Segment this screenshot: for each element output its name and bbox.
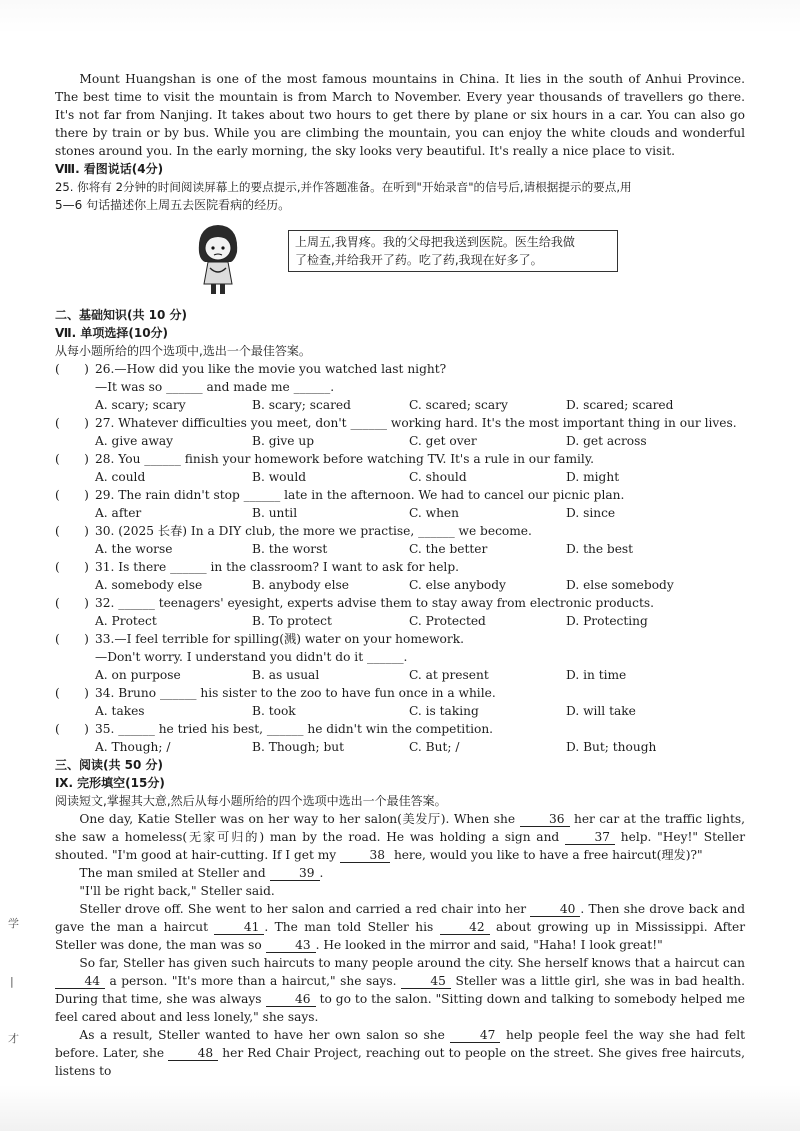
- answer-option[interactable]: B. until: [252, 506, 298, 520]
- cloze-blank-39[interactable]: 39: [270, 866, 320, 881]
- cloze-paragraph: "I'll be right back," Steller said.: [79, 884, 275, 898]
- cloze-blank-38[interactable]: 38: [340, 848, 390, 863]
- answer-option[interactable]: A. scary; scary: [95, 398, 186, 412]
- cloze-paragraph: [55, 864, 745, 882]
- question-text: 28. You ______ finish your homework before watching TV. It's a rule in our family.: [95, 452, 594, 466]
- question-stem: [55, 450, 745, 468]
- cloze-paragraph: [55, 954, 745, 1026]
- option-row: [55, 540, 745, 558]
- cloze-text: . He looked in the mirror and said, "Haha! I look great!": [315, 938, 663, 952]
- answer-option[interactable]: A. after: [95, 506, 142, 520]
- cloze-blank-41[interactable]: 41: [214, 920, 264, 935]
- answer-option[interactable]: B. took: [252, 704, 296, 718]
- multiple-choice-list: [55, 360, 745, 756]
- scan-edge-bottom: [0, 1085, 800, 1131]
- answer-option[interactable]: B. scary; scared: [252, 398, 351, 412]
- answer-option[interactable]: B. as usual: [252, 668, 320, 682]
- answer-option[interactable]: A. the worse: [95, 542, 173, 556]
- reading-heading: 三、阅读(共 50 分): [55, 758, 164, 772]
- answer-option[interactable]: D. get across: [566, 434, 647, 448]
- speaking-figure: [55, 218, 745, 300]
- cloze-text: to go to the salon. "Sitting down and talking to somebody helped me feel cared about and less lonely," she says.: [55, 992, 746, 1024]
- cloze-text: One day, Katie Steller was on her way to her salon(美发厅). When she: [79, 812, 516, 826]
- option-row: [55, 702, 745, 720]
- speaking-heading: Ⅷ. 看图说话(4分): [55, 162, 164, 176]
- cloze-text: her car at the traffic lights, she saw a homeless(无家可归的) man by the road. He was holding a sign and: [55, 812, 745, 844]
- cloze-text: . Then she drove back and gave the man a haircut: [55, 902, 746, 934]
- answer-option[interactable]: C. when: [409, 506, 459, 520]
- reading-passage: Mount Huangshan is one of the most famous mountains in China. It lies in the south of Anhui Province. The best time to visit the mountain is from March to November. Every year thousands of travellers go there. It's not far from Nanjing. It takes about two hours to get there by plane or six hours in a car. You can also go there by train or by bus. While you are climbing the mountain, you can enjoy the white clouds and wonderful stones around you. In the early morning, the sky looks very beautiful. It's really a nice place to visit.: [55, 72, 745, 158]
- answer-option[interactable]: D. scared; scared: [566, 398, 674, 412]
- answer-option[interactable]: A. Though; /: [95, 740, 171, 754]
- question-text: 30. (2025 长春) In a DIY club, the more we practise, ______ we become.: [95, 524, 532, 538]
- question-text: 29. The rain didn't stop ______ late in the afternoon. We had to cancel our picnic plan.: [95, 488, 625, 502]
- answer-option[interactable]: A. Protect: [95, 614, 157, 628]
- cloze-text: her Red Chair Project, reaching out to people on the street. She gives free haircuts, listens to: [55, 1046, 745, 1078]
- answer-option[interactable]: B. would: [252, 470, 307, 484]
- cloze-paragraph: [55, 900, 745, 954]
- answer-option[interactable]: D. But; though: [566, 740, 657, 754]
- cloze-text: here, would you like to have a free haircut(理发)?": [393, 848, 703, 862]
- margin-mark: 才: [8, 1032, 19, 1045]
- answer-option[interactable]: C. Protected: [409, 614, 486, 628]
- question-stem: [55, 720, 745, 738]
- cloze-text: As a result, Steller wanted to have her own salon so she: [79, 1028, 445, 1042]
- question-text: 35. ______ he tried his best, ______ he didn't win the competition.: [95, 722, 494, 736]
- question-stem: [55, 360, 745, 378]
- answer-option[interactable]: A. give away: [95, 434, 174, 448]
- cloze-blank-42[interactable]: 42: [440, 920, 490, 935]
- answer-paren[interactable]: ( ): [55, 362, 89, 376]
- speaking-note-line2: 了检查,并给我开了药。吃了药,我现在好多了。: [295, 253, 543, 267]
- scan-edge-top: [0, 0, 800, 34]
- cloze-text: .: [319, 866, 324, 880]
- answer-option[interactable]: A. takes: [95, 704, 145, 718]
- answer-option[interactable]: C. get over: [409, 434, 477, 448]
- option-row: [55, 738, 745, 756]
- answer-option[interactable]: D. else somebody: [566, 578, 674, 592]
- cloze-text: help. "Hey!" Steller shouted. "I'm good at hair-cutting. If I get my: [55, 830, 746, 862]
- answer-paren[interactable]: ( ): [55, 416, 89, 430]
- cloze-text: Steller was a little girl, she was in bad health. During that time, she was always: [55, 974, 746, 1006]
- answer-paren[interactable]: ( ): [55, 632, 89, 646]
- cloze-blank-44[interactable]: 44: [55, 974, 105, 989]
- cloze-text: . The man told Steller his: [264, 920, 434, 934]
- basics-heading: 二、基础知识(共 10 分): [55, 308, 188, 322]
- answer-option[interactable]: A. on purpose: [95, 668, 181, 682]
- answer-option[interactable]: A. somebody else: [95, 578, 203, 592]
- option-row: [55, 666, 745, 684]
- cloze-blank-43[interactable]: 43: [266, 938, 316, 953]
- question-stem: [55, 684, 745, 702]
- answer-paren[interactable]: ( ): [55, 560, 89, 574]
- cloze-blank-48[interactable]: 48: [168, 1046, 218, 1061]
- answer-paren[interactable]: ( ): [55, 596, 89, 610]
- cloze-blank-40[interactable]: 40: [530, 902, 580, 917]
- answer-option[interactable]: C. scared; scary: [409, 398, 508, 412]
- answer-option[interactable]: C. is taking: [409, 704, 479, 718]
- question-stem: [55, 558, 745, 576]
- cloze-blank-45[interactable]: 45: [401, 974, 451, 989]
- option-row: [55, 612, 745, 630]
- answer-option[interactable]: B. Though; but: [252, 740, 345, 754]
- question-stem: [55, 522, 745, 540]
- cloze-text: Steller drove off. She went to her salon and carried a red chair into her: [79, 902, 527, 916]
- question-25-line2: 5—6 句话描述你上周五去医院看病的经历。: [55, 198, 291, 212]
- speaking-note-line1: 上周五,我胃疼。我的父母把我送到医院。医生给我做: [295, 235, 575, 249]
- cloze-text: a person. "It's more than a haircut," she says.: [109, 974, 397, 988]
- answer-option[interactable]: B. anybody else: [252, 578, 349, 592]
- question-text: 33.—I feel terrible for spilling(溅) water on your homework.: [95, 632, 464, 646]
- option-row: [55, 468, 745, 486]
- cloze-passage: [55, 810, 745, 1080]
- answer-option[interactable]: D. will take: [566, 704, 636, 718]
- cloze-blank-36[interactable]: 36: [520, 812, 570, 827]
- answer-option[interactable]: C. else anybody: [409, 578, 506, 592]
- cloze-paragraph: [55, 1026, 745, 1080]
- answer-option[interactable]: B. To protect: [252, 614, 332, 628]
- answer-option[interactable]: C. the better: [409, 542, 488, 556]
- question-text: 26.—How did you like the movie you watched last night?: [95, 362, 447, 376]
- question-text: 32. ______ teenagers' eyesight, experts advise them to stay away from electronic products.: [95, 596, 654, 610]
- answer-option[interactable]: D. Protecting: [566, 614, 648, 628]
- answer-option[interactable]: C. at present: [409, 668, 489, 682]
- answer-option[interactable]: D. since: [566, 506, 616, 520]
- sick-girl-illustration: [191, 220, 245, 298]
- question-text: —Don't worry. I understand you didn't do it ______.: [95, 650, 408, 664]
- question-text: 34. Bruno ______ his sister to the zoo to have fun once in a while.: [95, 686, 496, 700]
- answer-option[interactable]: D. in time: [566, 668, 627, 682]
- speaking-notes-box: [288, 230, 618, 272]
- margin-mark: |: [10, 975, 14, 988]
- cloze-blank-47[interactable]: 47: [450, 1028, 500, 1043]
- question-stem-continued: [55, 648, 745, 666]
- answer-option[interactable]: D. the best: [566, 542, 634, 556]
- cloze-blank-37[interactable]: 37: [565, 830, 615, 845]
- mc-subheading: Ⅶ. 单项选择(10分): [55, 326, 169, 340]
- question-text: 31. Is there ______ in the classroom? I want to ask for help.: [95, 560, 460, 574]
- option-row: [55, 576, 745, 594]
- question-text: 27. Whatever difficulties you meet, don't ______ working hard. It's the most important thing in our lives.: [95, 416, 737, 430]
- cloze-text: So far, Steller has given such haircuts to many people around the city. She herself knows that a haircut can: [79, 956, 745, 970]
- answer-paren[interactable]: ( ): [55, 722, 89, 736]
- answer-option[interactable]: D. might: [566, 470, 620, 484]
- option-row: [55, 432, 745, 450]
- cloze-text: The man smiled at Steller and: [79, 866, 266, 880]
- question-stem: [55, 414, 745, 432]
- question-stem-continued: [55, 378, 745, 396]
- answer-option[interactable]: C. should: [409, 470, 467, 484]
- cloze-blank-46[interactable]: 46: [266, 992, 316, 1007]
- exam-page: [55, 70, 745, 1080]
- answer-paren[interactable]: ( ): [55, 488, 89, 502]
- question-25-line1: 25. 你将有 2分钟的时间阅读屏幕上的要点提示,并作答题准备。在听到"开始录音"的信号后,请根据提示的要点,用: [55, 180, 632, 194]
- cloze-subheading: Ⅸ. 完形填空(15分): [55, 776, 165, 790]
- mc-instruction: 从每小题所给的四个选项中,选出一个最佳答案。: [55, 344, 311, 358]
- question-stem: [55, 594, 745, 612]
- answer-option[interactable]: B. give up: [252, 434, 315, 448]
- option-row: [55, 504, 745, 522]
- answer-paren[interactable]: ( ): [55, 686, 89, 700]
- margin-mark: 学: [8, 917, 19, 930]
- question-stem: [55, 630, 745, 648]
- question-stem: [55, 486, 745, 504]
- cloze-paragraph: [55, 810, 745, 864]
- answer-paren[interactable]: ( ): [55, 452, 89, 466]
- answer-option[interactable]: B. the worst: [252, 542, 328, 556]
- answer-paren[interactable]: ( ): [55, 524, 89, 538]
- answer-option[interactable]: C. But; /: [409, 740, 460, 754]
- cloze-text: help people feel the way she had felt before. Later, she: [55, 1028, 745, 1060]
- answer-option[interactable]: A. could: [95, 470, 146, 484]
- question-text: —It was so ______ and made me ______.: [95, 380, 335, 394]
- cloze-text: about growing up in Mississippi. After Steller was done, the man was so: [55, 920, 746, 952]
- option-row: [55, 396, 745, 414]
- cloze-instruction: 阅读短文,掌握其大意,然后从每小题所给的四个选项中选出一个最佳答案。: [55, 794, 447, 808]
